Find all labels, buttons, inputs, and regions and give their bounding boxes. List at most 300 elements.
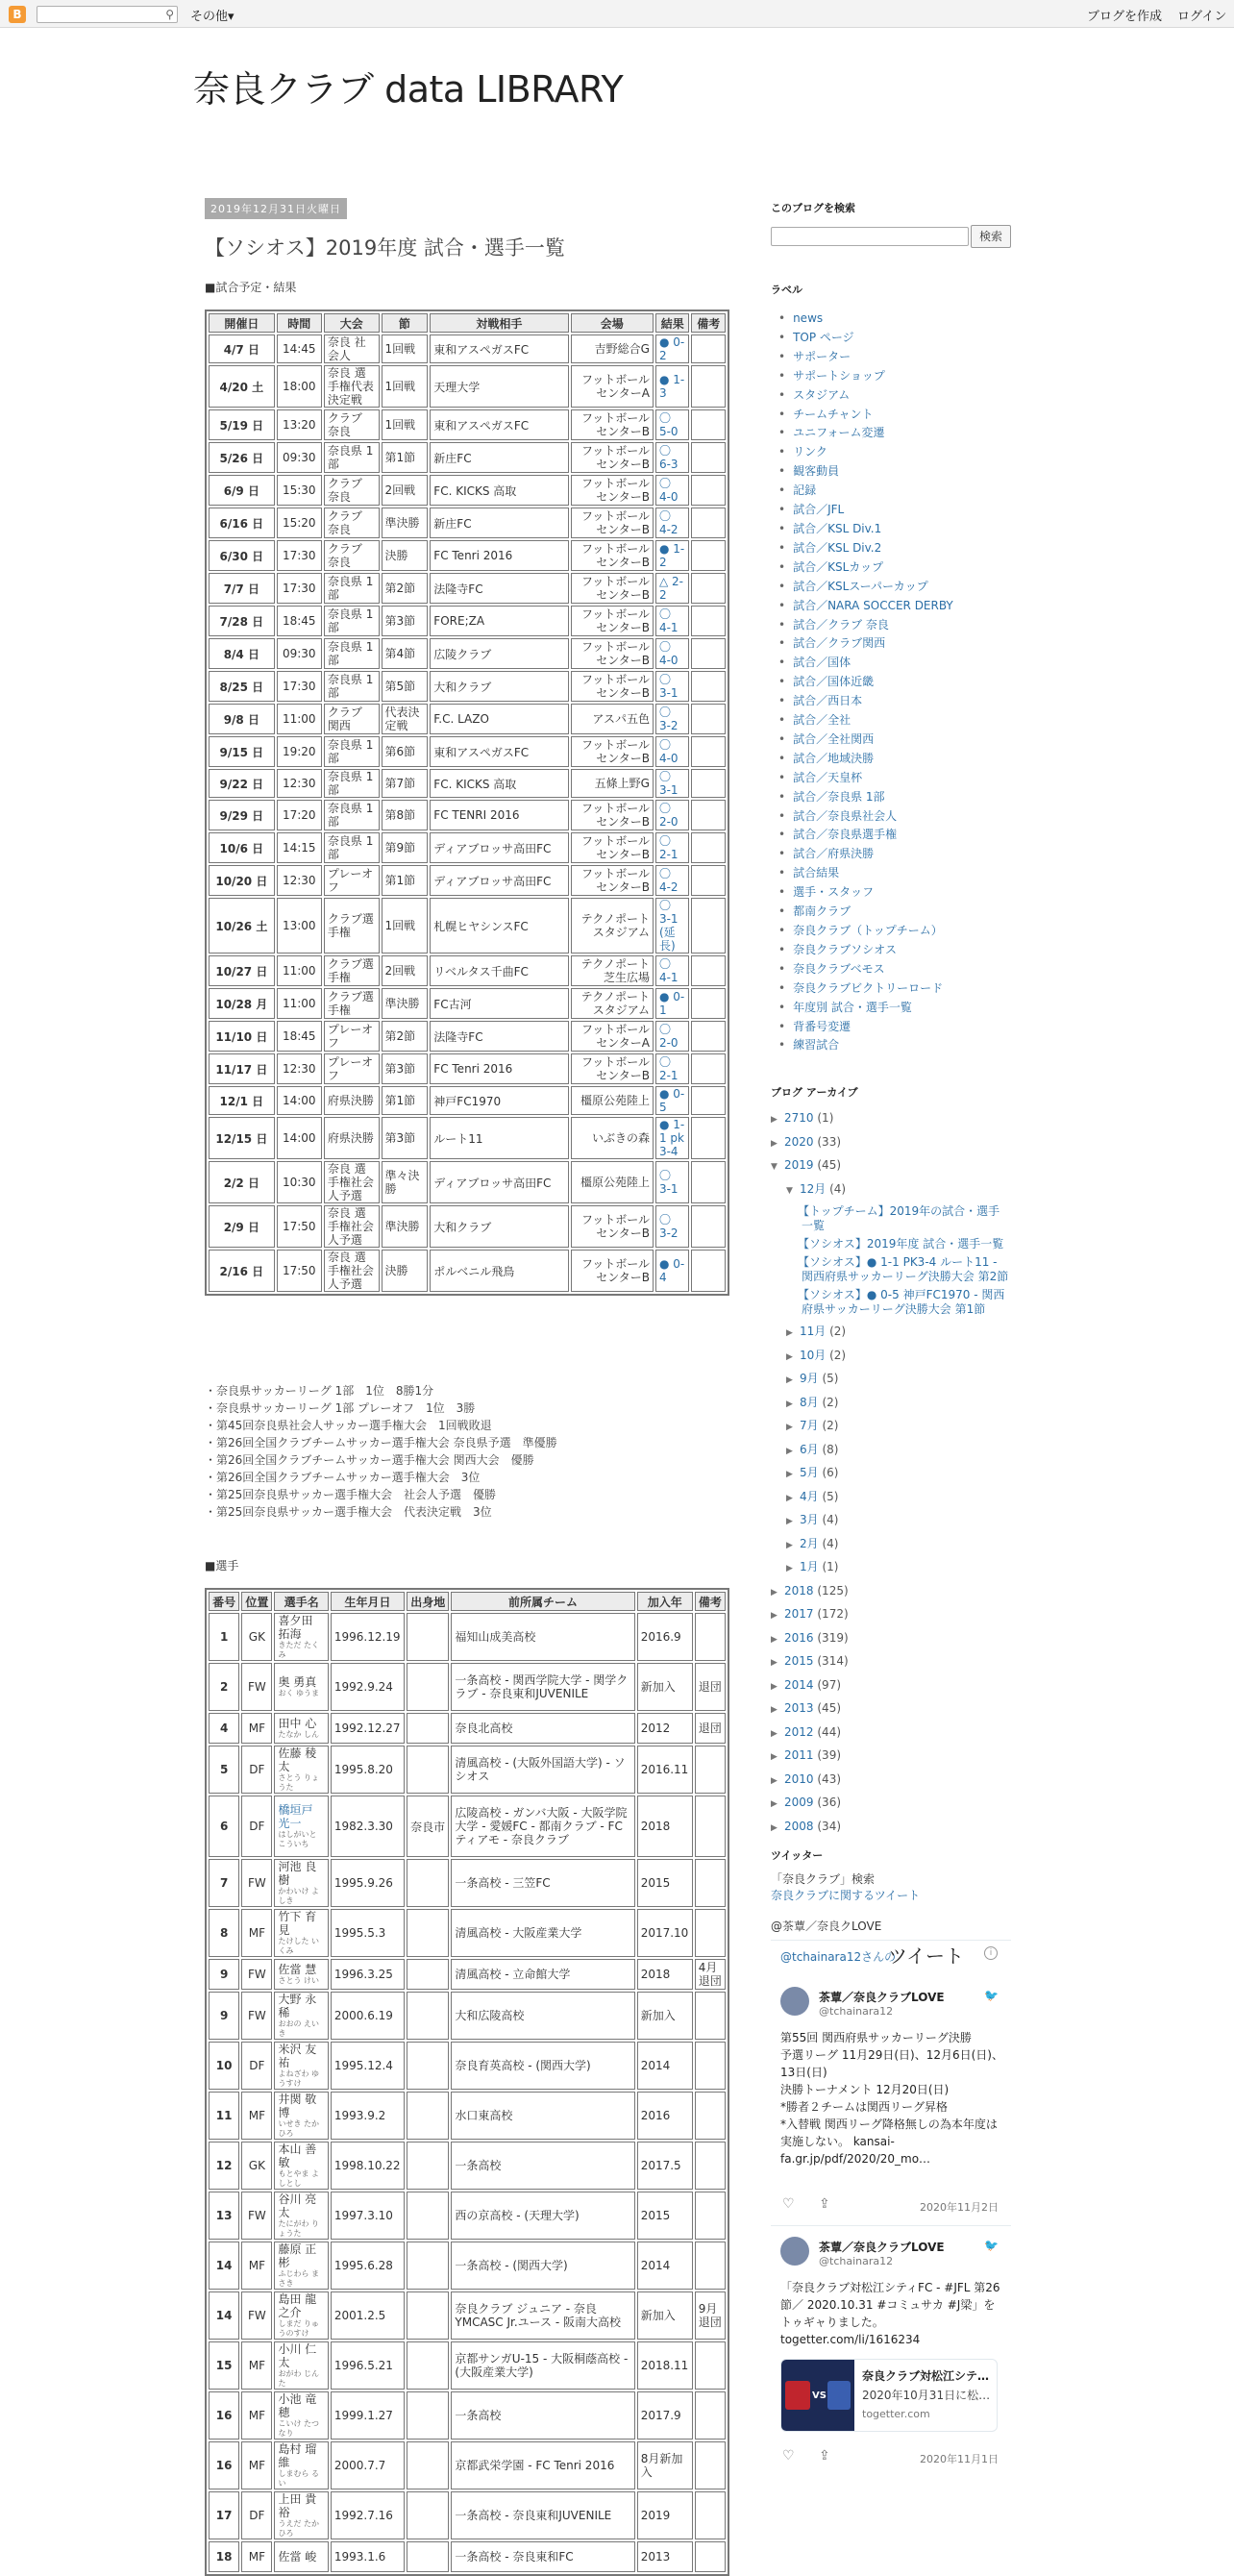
archive-link[interactable]: 9月 xyxy=(800,1372,819,1385)
collapsed-arrow-icon[interactable]: ▶ xyxy=(771,1752,777,1762)
collapsed-arrow-icon[interactable]: ▶ xyxy=(786,1423,793,1432)
more-menu[interactable]: その他▾ xyxy=(190,10,234,24)
table-row xyxy=(209,2491,726,2539)
label-link[interactable]: 練習試合 xyxy=(793,1038,840,1053)
match-venue: フットボールセンターB xyxy=(571,540,654,571)
match-result[interactable]: 〇 3-1 xyxy=(655,671,689,702)
match-result[interactable]: ● 0-2 xyxy=(655,334,689,363)
match-time: 17:20 xyxy=(277,800,322,830)
collapsed-arrow-icon[interactable]: ▶ xyxy=(771,1115,777,1125)
archive-item[interactable] xyxy=(771,1792,1021,1816)
archive-link[interactable]: 2010 xyxy=(784,1771,814,1786)
tweet-date[interactable]: 2020年11月2日 xyxy=(920,2201,999,2214)
collapsed-arrow-icon[interactable]: ▶ xyxy=(771,1822,777,1833)
player-hometown: 奈良市 xyxy=(407,1796,449,1857)
label-link[interactable]: チームチャント xyxy=(793,407,874,421)
label-item[interactable] xyxy=(771,864,953,883)
label-link[interactable]: 奈良クラブビクトリーロード xyxy=(793,980,944,995)
match-result[interactable]: 〇 4-1 xyxy=(655,955,689,986)
archive-item[interactable] xyxy=(771,1415,1021,1439)
match-note xyxy=(691,1021,726,1052)
avatar[interactable] xyxy=(780,1987,809,2016)
label-link[interactable]: 奈良クラブ（トップチーム） xyxy=(793,924,943,937)
match-result[interactable]: 〇 3-1 (延長) xyxy=(655,898,689,954)
player-position: FW xyxy=(241,1959,272,1990)
match-note xyxy=(691,898,726,954)
archive-link[interactable]: 6月 xyxy=(800,1442,819,1456)
player-birthdate: 1993.9.2 xyxy=(331,2092,405,2140)
label-link[interactable]: news xyxy=(793,311,824,325)
player-note xyxy=(695,1909,726,1957)
match-round: 第5節 xyxy=(382,671,429,702)
match-result[interactable]: 〇 3-2 xyxy=(655,704,689,734)
label-item[interactable] xyxy=(771,386,953,406)
archive-link[interactable]: 2012 xyxy=(784,1724,814,1739)
label-item[interactable] xyxy=(771,424,953,443)
search-icon[interactable]: ⚲ xyxy=(165,8,174,21)
blogger-navbar xyxy=(0,0,1234,28)
collapsed-arrow-icon[interactable]: ▶ xyxy=(771,1611,777,1621)
label-link[interactable]: 都南クラブ xyxy=(793,904,851,919)
player-name: 小川 仁太 xyxy=(278,2342,317,2369)
player-note xyxy=(695,1992,726,2040)
player-join-year: 新加入 xyxy=(637,1663,693,1711)
match-result[interactable]: 〇 6-3 xyxy=(655,442,689,473)
label-item[interactable] xyxy=(771,348,953,367)
label-link[interactable]: 背番号変遷 xyxy=(793,1019,851,1033)
player-note xyxy=(695,1859,726,1907)
match-note xyxy=(691,1053,726,1084)
collapsed-arrow-icon[interactable]: ▶ xyxy=(786,1375,793,1385)
archive-item[interactable] xyxy=(771,1345,1021,1369)
label-item[interactable] xyxy=(771,922,953,941)
archive-link[interactable]: 3月 xyxy=(800,1513,819,1526)
table-row xyxy=(209,1992,726,2040)
label-item[interactable] xyxy=(771,367,953,386)
archive-item[interactable] xyxy=(771,1321,1021,1345)
label-link[interactable]: 試合／奈良県 1部 xyxy=(793,789,885,804)
label-link[interactable]: 試合／全社関西 xyxy=(793,731,875,746)
match-opponent: 東和アスペガスFC xyxy=(430,736,568,767)
archive-link[interactable]: 10月 xyxy=(800,1348,827,1362)
label-item[interactable] xyxy=(771,750,953,769)
player-previous-team: 京都武栄学園 - FC Tenri 2016 xyxy=(451,2441,634,2489)
archive-link[interactable]: 2015 xyxy=(784,1654,814,1668)
like-icon[interactable]: ♡ xyxy=(782,2448,795,2464)
collapsed-arrow-icon[interactable]: ▶ xyxy=(786,1517,793,1526)
match-venue: 吉野総合G xyxy=(571,334,654,363)
blog-search-input[interactable] xyxy=(771,227,969,246)
match-result[interactable]: ● 1-3 xyxy=(655,365,689,408)
match-note xyxy=(691,1117,726,1159)
label-link[interactable]: 試合／天皇杯 xyxy=(793,770,863,784)
collapsed-arrow-icon[interactable]: ▶ xyxy=(786,1470,793,1479)
archive-link[interactable]: 7月 xyxy=(800,1419,819,1432)
archive-link[interactable]: 8月 xyxy=(800,1395,819,1409)
match-competition: 奈良県 1部 xyxy=(324,442,380,473)
label-link[interactable]: 試合／国体近畿 xyxy=(793,675,875,689)
label-link[interactable]: 試合／地域決勝 xyxy=(793,751,875,765)
column-header: 会場 xyxy=(571,313,654,333)
collapsed-arrow-icon[interactable]: ▶ xyxy=(771,1658,777,1668)
label-item[interactable] xyxy=(771,692,953,711)
match-result[interactable]: ● 1-1 pk 3-4 xyxy=(655,1117,689,1159)
collapsed-arrow-icon[interactable]: ▶ xyxy=(786,1540,793,1550)
label-item[interactable] xyxy=(771,826,953,845)
table-row xyxy=(209,1713,726,1744)
label-link[interactable]: 試合／奈良県社会人 xyxy=(793,808,898,823)
label-item[interactable] xyxy=(771,979,953,999)
archive-post-link[interactable]: 【ソシオス】● 1-1 PK3-4 ルート11 - 関西府県サッカーリーグ決勝大会 第2節 xyxy=(798,1255,1009,1283)
share-icon[interactable]: ⇪ xyxy=(819,2448,830,2464)
archive-link[interactable]: 4月 xyxy=(800,1489,819,1503)
archive-link[interactable]: 12月 xyxy=(800,1181,827,1196)
match-result[interactable]: 〇 4-0 xyxy=(655,736,689,767)
archive-item[interactable] xyxy=(771,1131,1021,1155)
player-position: FW xyxy=(241,2291,272,2340)
player-hometown xyxy=(407,2291,449,2340)
collapsed-arrow-icon[interactable]: ▶ xyxy=(771,1681,777,1692)
collapsed-arrow-icon[interactable]: ▶ xyxy=(786,1564,793,1573)
label-link[interactable]: 試合／KSL Div.2 xyxy=(793,540,882,555)
collapsed-arrow-icon[interactable]: ▶ xyxy=(771,1728,777,1739)
match-round: 準決勝 xyxy=(382,1205,429,1248)
label-link[interactable]: 試合／クラブ 奈良 xyxy=(793,617,889,632)
player-number: 15 xyxy=(209,2341,239,2390)
label-item[interactable] xyxy=(771,539,953,558)
match-result[interactable]: 〇 4-2 xyxy=(655,865,689,896)
player-name-reading: しまむら るい xyxy=(278,2469,320,2488)
match-date: 9/8 日 xyxy=(209,704,275,734)
player-position: MF xyxy=(241,2092,272,2140)
label-link[interactable]: 試合／クラブ関西 xyxy=(793,636,886,651)
archive-link[interactable]: 2011 xyxy=(784,1748,814,1762)
label-item[interactable] xyxy=(771,731,953,750)
player-previous-team: 奈良北高校 xyxy=(451,1713,634,1744)
archive-item[interactable] xyxy=(771,1603,1021,1627)
archive-link[interactable]: 5月 xyxy=(800,1466,819,1479)
match-result[interactable]: 〇 2-0 xyxy=(655,1021,689,1052)
match-result[interactable]: ● 0-5 xyxy=(655,1086,689,1115)
player-birthdate: 1992.9.24 xyxy=(331,1663,405,1711)
archive-link[interactable]: 2016 xyxy=(784,1630,814,1645)
archive-link[interactable]: 2710 xyxy=(784,1111,814,1125)
label-item[interactable] xyxy=(771,520,953,539)
timeline-handle[interactable]: @tchainara12さんの xyxy=(780,1950,897,1964)
label-item[interactable] xyxy=(771,443,953,462)
column-header: 時間 xyxy=(277,313,322,333)
create-blog-link[interactable]: ブログを作成 xyxy=(1087,10,1163,24)
player-join-year: 2014 xyxy=(637,2242,693,2290)
match-opponent: 東和アスペガスFC xyxy=(430,409,568,440)
player-name: 本山 善敏 xyxy=(278,2143,317,2169)
archive-item[interactable] xyxy=(771,1392,1021,1416)
label-link[interactable]: TOP ページ xyxy=(793,330,854,344)
table-row xyxy=(209,1021,726,1052)
collapsed-arrow-icon[interactable]: ▶ xyxy=(771,1775,777,1786)
archive-item[interactable] xyxy=(771,1154,1021,1178)
match-result[interactable]: ● 0-1 xyxy=(655,988,689,1019)
tweet-author-name[interactable]: 茶蕈／奈良クラブLOVE xyxy=(819,2241,945,2254)
player-note xyxy=(695,2242,726,2290)
archive-item[interactable] xyxy=(771,1674,1021,1698)
navbar-search-input[interactable] xyxy=(37,6,178,23)
collapsed-arrow-icon[interactable]: ▶ xyxy=(786,1446,793,1456)
player-birthdate: 1995.12.4 xyxy=(331,2042,405,2090)
archive-item[interactable] xyxy=(771,1178,1021,1202)
match-competition: 府県決勝 xyxy=(324,1117,380,1159)
archive-item[interactable] xyxy=(771,1745,1021,1769)
label-item[interactable] xyxy=(771,616,953,635)
label-link[interactable]: 選手・スタッフ xyxy=(793,885,875,900)
label-item[interactable] xyxy=(771,673,953,692)
player-number: 5 xyxy=(209,1746,239,1794)
player-hometown xyxy=(407,2192,449,2240)
collapsed-arrow-icon[interactable]: ▶ xyxy=(786,1399,793,1409)
player-birthdate: 1992.12.27 xyxy=(331,1713,405,1744)
label-item[interactable] xyxy=(771,558,953,578)
label-link[interactable]: 試合／KSL Div.1 xyxy=(793,521,882,535)
match-date: 2/9 日 xyxy=(209,1205,275,1248)
table-row xyxy=(209,1796,726,1857)
twitter-bird-icon[interactable]: 🐦 xyxy=(984,2239,999,2252)
info-icon[interactable]: i xyxy=(984,1946,998,1960)
player-name[interactable]: 橋垣戸 光一 xyxy=(278,1803,313,1830)
player-hometown xyxy=(407,1713,449,1744)
player-name-cell xyxy=(274,2341,328,2390)
archive-link[interactable]: 2013 xyxy=(784,1701,814,1715)
archive-item[interactable] xyxy=(771,1816,1021,1840)
label-item[interactable] xyxy=(771,501,953,520)
archive-item[interactable] xyxy=(771,1697,1021,1721)
match-date: 10/20 日 xyxy=(209,865,275,896)
player-birthdate: 1995.8.20 xyxy=(331,1746,405,1794)
player-note: 9月退団 xyxy=(695,2291,726,2340)
archive-item[interactable] xyxy=(771,1721,1021,1746)
collapsed-arrow-icon[interactable]: ▶ xyxy=(771,1138,777,1149)
match-result[interactable]: 〇 3-1 xyxy=(655,1161,689,1203)
tweet-author-handle[interactable]: @tchainara12 xyxy=(819,2005,894,2018)
label-item[interactable] xyxy=(771,329,953,348)
card-description: 2020年10月31日に松… xyxy=(862,2389,991,2402)
share-icon[interactable]: ⇪ xyxy=(819,2196,830,2212)
label-item[interactable] xyxy=(771,462,953,482)
match-round: 第3節 xyxy=(382,1117,429,1159)
label-link[interactable]: 試合／KSLカップ xyxy=(793,559,884,574)
archive-item[interactable] xyxy=(771,1107,1021,1131)
archive-item[interactable] xyxy=(771,1509,1021,1533)
collapsed-arrow-icon[interactable]: ▶ xyxy=(771,1634,777,1645)
collapsed-arrow-icon[interactable]: ▶ xyxy=(786,1351,793,1362)
match-result[interactable]: 〇 5-0 xyxy=(655,409,689,440)
match-round: 第1節 xyxy=(382,442,429,473)
match-result[interactable]: 〇 4-2 xyxy=(655,508,689,538)
match-date: 11/10 日 xyxy=(209,1021,275,1052)
player-name-cell xyxy=(274,1909,328,1957)
label-link[interactable]: 試合／JFL xyxy=(793,503,845,517)
archive-post-link[interactable]: 【ソシオス】2019年度 試合・選手一覧 xyxy=(798,1237,1004,1251)
archive-item[interactable] xyxy=(771,1627,1021,1651)
blog-search-button[interactable]: 検索 xyxy=(971,225,1011,248)
tweet-date[interactable]: 2020年11月1日 xyxy=(920,2453,999,2465)
label-item[interactable] xyxy=(771,654,953,673)
label-item[interactable] xyxy=(771,597,953,616)
match-result[interactable]: ● 0-4 xyxy=(655,1250,689,1292)
label-item[interactable] xyxy=(771,769,953,788)
label-item[interactable] xyxy=(771,941,953,960)
match-date: 10/26 土 xyxy=(209,898,275,954)
archive-item[interactable] xyxy=(771,1439,1021,1463)
label-item[interactable] xyxy=(771,960,953,979)
label-link[interactable]: サポーター xyxy=(793,349,851,363)
archive-link[interactable]: 2018 xyxy=(784,1583,814,1598)
archive-item[interactable] xyxy=(771,1486,1021,1510)
archive-item[interactable] xyxy=(771,1556,1021,1580)
tweet-author-name[interactable]: 茶蕈／奈良クラブLOVE xyxy=(819,1991,945,2004)
label-item[interactable] xyxy=(771,1036,953,1055)
archive-item[interactable] xyxy=(771,1650,1021,1674)
label-item[interactable] xyxy=(771,482,953,501)
archive-link[interactable]: 2014 xyxy=(784,1677,814,1692)
label-link[interactable]: 年度別 試合・選手一覧 xyxy=(793,1000,912,1014)
column-header: 開催日 xyxy=(209,313,275,333)
match-time: 09:30 xyxy=(277,638,322,669)
match-date: 6/9 日 xyxy=(209,475,275,506)
label-link[interactable]: 試合結果 xyxy=(793,866,840,880)
label-item[interactable] xyxy=(771,903,953,922)
match-time: 12:30 xyxy=(277,1053,322,1084)
label-item[interactable] xyxy=(771,845,953,864)
label-item[interactable] xyxy=(771,807,953,827)
archive-item[interactable] xyxy=(771,1769,1021,1793)
match-opponent: 新庄FC xyxy=(430,508,568,538)
column-header: 選手名 xyxy=(274,1592,328,1611)
label-link[interactable]: 奈良クラブソシオス xyxy=(793,942,897,956)
archive-link[interactable]: 1月 xyxy=(800,1560,819,1573)
player-hometown xyxy=(407,1613,449,1661)
match-date: 6/30 日 xyxy=(209,540,275,571)
twitter-search-link[interactable]: 奈良クラブに関するツイート xyxy=(771,1889,921,1902)
player-name-reading: いせき たかひろ xyxy=(278,2119,320,2138)
label-link[interactable]: スタジアム xyxy=(793,387,851,402)
avatar[interactable] xyxy=(780,2237,809,2266)
expanded-arrow-icon[interactable]: ▼ xyxy=(786,1185,793,1196)
player-join-year: 2014 xyxy=(637,2042,693,2090)
label-item[interactable] xyxy=(771,788,953,807)
collapsed-arrow-icon[interactable]: ▶ xyxy=(771,1705,777,1715)
schedule-label: ■試合予定・結果 xyxy=(205,281,297,294)
label-item[interactable] xyxy=(771,1018,953,1037)
label-link[interactable]: 試合／府県決勝 xyxy=(793,847,875,861)
archive-post-link[interactable]: 【ソシオス】● 0-5 神戸FC1970 - 関西府県サッカーリーグ決勝大会 第1節 xyxy=(798,1288,1005,1316)
collapsed-arrow-icon[interactable]: ▶ xyxy=(786,1328,793,1338)
label-item[interactable] xyxy=(771,711,953,731)
tweet-author-handle[interactable]: @tchainara12 xyxy=(819,2255,894,2267)
archive-item[interactable] xyxy=(771,1462,1021,1486)
match-result[interactable]: 〇 4-1 xyxy=(655,606,689,636)
label-link[interactable]: 試合／NARA SOCCER DERBY xyxy=(793,598,953,612)
expanded-arrow-icon[interactable]: ▼ xyxy=(771,1162,777,1172)
collapsed-arrow-icon[interactable]: ▶ xyxy=(771,1799,777,1809)
player-join-year: 2016.9 xyxy=(637,1613,693,1661)
label-item[interactable] xyxy=(771,310,953,329)
label-link[interactable]: 観客動員 xyxy=(793,464,840,479)
archive-item[interactable] xyxy=(771,1533,1021,1557)
match-result[interactable]: ● 1-2 xyxy=(655,540,689,571)
archive-link[interactable]: 2008 xyxy=(784,1819,814,1833)
archive-item[interactable] xyxy=(771,1368,1021,1392)
like-icon[interactable]: ♡ xyxy=(782,2196,795,2212)
label-link[interactable]: 試合／西日本 xyxy=(793,694,863,708)
blog-title[interactable]: 奈良クラブ data LIBRARY xyxy=(193,68,624,111)
label-link[interactable]: 試合／奈良県選手権 xyxy=(793,828,898,842)
label-link[interactable]: サポートショップ xyxy=(793,368,885,383)
login-link[interactable]: ログイン xyxy=(1177,10,1227,24)
blogger-logo-icon[interactable]: B xyxy=(9,6,26,23)
twitter-bird-icon[interactable]: 🐦 xyxy=(984,1989,999,2002)
label-item[interactable] xyxy=(771,406,953,425)
label-link[interactable]: ユニフォーム変遷 xyxy=(793,426,885,440)
archive-link[interactable]: 2019 xyxy=(784,1158,814,1172)
match-result[interactable]: 〇 4-0 xyxy=(655,638,689,669)
label-link[interactable]: 試合／国体 xyxy=(793,656,851,670)
player-birthdate: 1995.6.28 xyxy=(331,2242,405,2290)
match-result[interactable]: 〇 4-0 xyxy=(655,475,689,506)
label-link[interactable]: 試合／全社 xyxy=(793,713,851,728)
label-item[interactable] xyxy=(771,883,953,903)
archive-link[interactable]: 2009 xyxy=(784,1796,814,1809)
link-card[interactable] xyxy=(780,2359,998,2432)
label-item[interactable] xyxy=(771,578,953,597)
label-link[interactable]: リンク xyxy=(793,445,827,459)
match-opponent: ディアブロッサ高田FC xyxy=(430,1161,568,1203)
label-link[interactable]: 記録 xyxy=(793,483,817,498)
match-competition: プレーオフ xyxy=(324,1053,380,1084)
match-result[interactable]: 〇 2-1 xyxy=(655,1053,689,1084)
collapsed-arrow-icon[interactable]: ▶ xyxy=(786,1493,793,1503)
archive-link[interactable]: 2017 xyxy=(784,1607,814,1621)
column-header: 加入年 xyxy=(637,1592,693,1611)
label-item[interactable] xyxy=(771,634,953,654)
player-join-year: 2013 xyxy=(637,2541,693,2572)
match-result[interactable]: 〇 2-0 xyxy=(655,800,689,830)
archive-count: (1) xyxy=(822,1560,839,1573)
archive-link[interactable]: 2月 xyxy=(800,1536,819,1550)
label-link[interactable]: 奈良クラブベモス xyxy=(793,961,885,976)
player-previous-team: 奈良育英高校 - (関西大学) xyxy=(451,2042,634,2090)
match-result[interactable]: △ 2-2 xyxy=(655,573,689,604)
label-link[interactable]: 試合／KSLスーパーカップ xyxy=(793,579,928,593)
archive-post-link[interactable]: 【トップチーム】2019年の試合・選手一覧 xyxy=(798,1204,1000,1232)
archive-link[interactable]: 2020 xyxy=(784,1134,814,1149)
label-item[interactable] xyxy=(771,999,953,1018)
player-table xyxy=(205,1588,729,2576)
archive-count: (33) xyxy=(817,1134,842,1149)
archive-link[interactable]: 11月 xyxy=(800,1325,827,1338)
player-name: 藤原 正彬 xyxy=(278,2242,317,2269)
match-time: 15:30 xyxy=(277,475,322,506)
archive-item[interactable] xyxy=(771,1580,1021,1604)
table-row xyxy=(209,1250,726,1292)
collapsed-arrow-icon[interactable]: ▶ xyxy=(771,1587,777,1598)
match-result[interactable]: 〇 3-1 xyxy=(655,769,689,798)
card-thumbnail: VS xyxy=(781,2360,854,2432)
match-time: 12:30 xyxy=(277,769,322,798)
match-round: 2回戦 xyxy=(382,475,429,506)
match-result[interactable]: 〇 2-1 xyxy=(655,832,689,863)
match-result[interactable]: 〇 3-2 xyxy=(655,1205,689,1248)
player-name-reading: さとう りょうた xyxy=(278,1773,320,1792)
